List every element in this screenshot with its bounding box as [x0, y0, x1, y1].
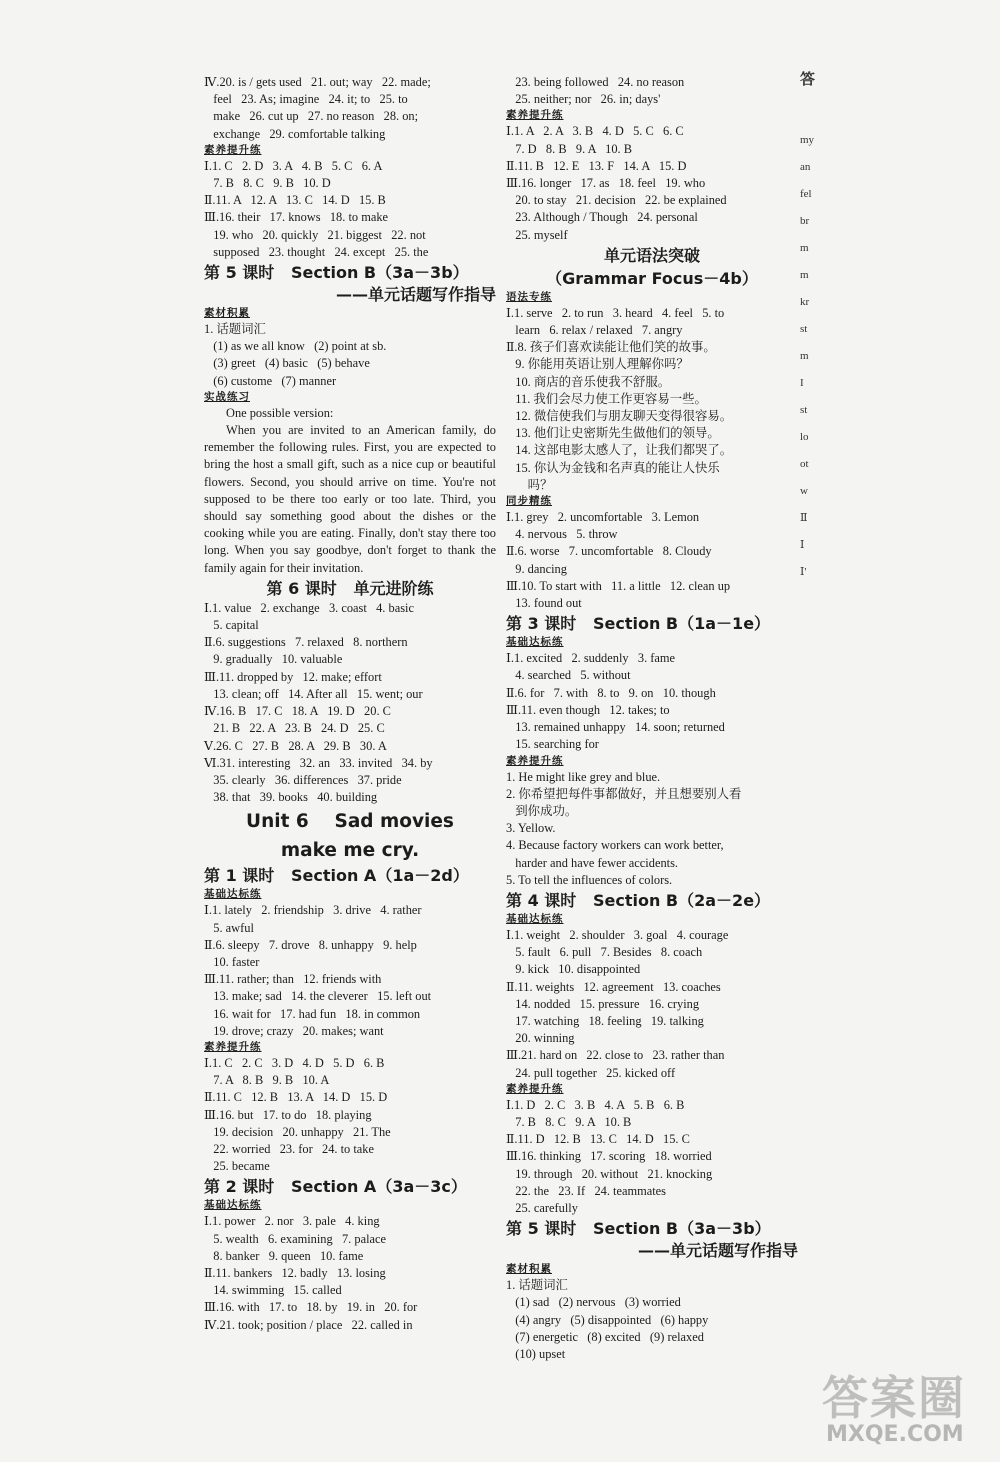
answer-line: (1) sad (2) nervous (3) worried	[506, 1295, 681, 1310]
edge-fragment: m	[800, 350, 809, 362]
edge-fragment: Ⅱ	[800, 512, 808, 524]
answer-line: 9. gradually 10. valuable	[204, 652, 343, 667]
answer-line: 9. kick 10. disappointed	[506, 962, 641, 977]
next-page-edge	[800, 72, 824, 578]
answer-line: 23. being followed 24. no reason	[506, 75, 685, 89]
answer-line: Ⅰ.1. power 2. nor 3. pale 4. king	[204, 1214, 380, 1229]
edge-fragment: m	[800, 242, 809, 254]
lesson-heading: 第 1 课时 Section A（1a－2d）	[204, 866, 469, 886]
answer-line: harder and have fewer accidents.	[506, 855, 678, 870]
answer-line: Ⅱ.11. C 12. B 13. A 14. D 15. D	[204, 1090, 388, 1105]
answer-line: Ⅰ.1. C 2. C 3. D 4. D 5. D 6. B	[204, 1055, 385, 1070]
answer-line: 5. awful	[204, 920, 254, 935]
answer-line: Ⅳ.16. B 17. C 18. A 19. D 20. C	[204, 704, 391, 719]
answer-line: 5. capital	[204, 618, 259, 633]
unit-title: make me cry.	[280, 840, 420, 862]
answer-line: 9. 你能用英语让别人理解你吗？	[506, 357, 689, 372]
answer-line: 13. remained unhappy 14. soon; returned	[506, 720, 725, 735]
answer-line: feel 23. As; imagine 24. it; to 25. to	[204, 92, 408, 107]
section-tag: 素养提升练	[204, 1040, 262, 1053]
answer-line: Ⅲ.16. thinking 17. scoring 18. worried	[506, 1149, 712, 1164]
answer-line: Ⅰ.1. D 2. C 3. B 4. A 5. B 6. B	[506, 1097, 685, 1112]
answer-line: 4. searched 5. without	[506, 668, 631, 683]
lesson-heading: 第 2 课时 Section A（3a－3c）	[204, 1177, 467, 1197]
answer-line: exchange 29. comfortable talking	[204, 126, 386, 141]
answer-line: Ⅰ.1. serve 2. to run 3. heard 4. feel 5. to	[506, 305, 725, 320]
lesson-heading: 第 5 课时 Section B（3a－3b）	[204, 263, 469, 283]
answer-line: Ⅰ.1. C 2. D 3. A 4. B 5. C 6. A	[204, 158, 383, 173]
answer-line: Ⅲ.11. rather; than 12. friends with	[204, 972, 382, 987]
answer-line: 1. He might like grey and blue.	[506, 769, 661, 784]
answer-line: 7. B 8. C 9. B 10. D	[204, 176, 331, 191]
answer-line: 21. B 22. A 23. B 24. D 25. C	[204, 721, 385, 736]
answer-line: Ⅱ.11. A 12. A 13. C 14. D 15. B	[204, 193, 386, 208]
answer-line: 22. the 23. If 24. teammates	[506, 1183, 667, 1198]
answer-line: 19. who 20. quickly 21. biggest 22. not	[204, 227, 426, 242]
answer-line: Ⅲ.16. their 17. knows 18. to make	[204, 210, 389, 225]
section-tag: 基础达标练	[204, 1199, 262, 1212]
answer-line: Ⅱ.11. B 12. E 13. F 14. A 15. D	[506, 158, 687, 173]
edge-fragment: br	[800, 215, 810, 227]
answer-line: 2. 你希望把每件事都做好，并且想要别人看	[506, 786, 742, 801]
answer-line: 8. banker 9. queen 10. fame	[204, 1248, 364, 1263]
edge-fragment: fel	[800, 188, 812, 200]
answer-line: 19. drove; crazy 20. makes; want	[204, 1023, 384, 1038]
answer-line: 25. neither; nor 26. in; days'	[506, 92, 661, 107]
section-tag: 素养提升练	[204, 143, 262, 156]
subheading: ——单元话题写作指导	[335, 285, 496, 305]
section-heading: （Grammar Focus－4b）	[546, 268, 758, 288]
answer-line: 17. watching 18. feeling 19. talking	[506, 1013, 704, 1028]
answer-line: 13. clean; off 14. After all 15. went; our	[204, 686, 423, 701]
watermark	[822, 1360, 990, 1456]
section-tag: 素养提升练	[506, 754, 564, 767]
answer-line: Ⅴ.26. C 27. B 28. A 29. B 30. A	[204, 738, 387, 753]
section-tag: 语法专练	[506, 290, 552, 303]
answer-line: (7) energetic (8) excited (9) relaxed	[506, 1329, 704, 1344]
answer-line: (6) custome (7) manner	[204, 373, 337, 388]
section-tag: 同步精练	[506, 495, 552, 508]
watermark-logo: 答案圈	[822, 1371, 966, 1425]
lesson-heading: 第 3 课时 Section B（1a－1e）	[506, 614, 771, 634]
section-tag: 基础达标练	[204, 888, 262, 901]
answer-line: 1. 话题词汇	[506, 1278, 568, 1293]
edge-fragment: ot	[800, 458, 809, 470]
answer-line: 22. worried 23. for 24. to take	[204, 1141, 374, 1156]
essay-paragraph: One possible version:	[226, 405, 334, 420]
answer-line: Ⅲ.16. with 17. to 18. by 19. in 20. for	[204, 1300, 418, 1315]
answer-line: 25. myself	[506, 227, 568, 242]
answer-line: 5. To tell the influences of colors.	[506, 872, 673, 887]
lesson-heading: 第 5 课时 Section B（3a－3b）	[506, 1219, 771, 1239]
answer-line: 24. pull together 25. kicked off	[506, 1065, 676, 1080]
answer-line: 13. found out	[506, 596, 582, 611]
answer-line: 13. 他们让史密斯先生做他们的领导。	[506, 426, 720, 441]
answer-line: 20. to stay 21. decision 22. be explained	[506, 193, 727, 208]
answer-line: Ⅰ.1. A 2. A 3. B 4. D 5. C 6. C	[506, 124, 684, 139]
answer-line: Ⅱ.8. 孩子们喜欢读能让他们笑的故事。	[506, 340, 716, 355]
answer-line: Ⅱ.6. suggestions 7. relaxed 8. northern	[204, 635, 408, 650]
section-tag: 实战练习	[204, 390, 250, 403]
answer-line: Ⅲ.16. but 17. to do 18. playing	[204, 1107, 372, 1122]
edge-fragment: an	[800, 161, 811, 173]
answer-line: 20. winning	[506, 1031, 575, 1046]
section-tag: 素材积累	[204, 307, 250, 320]
answer-line: 12. 微信使我们与朋友聊天变得很容易。	[506, 409, 733, 424]
section-tag: 基础达标练	[506, 912, 564, 925]
answer-line: 15. searching for	[506, 737, 599, 752]
answer-line: 7. A 8. B 9. B 10. A	[204, 1073, 330, 1088]
answer-line: 25. became	[204, 1159, 270, 1174]
answer-line: 4. nervous 5. throw	[506, 527, 618, 542]
answer-line: Ⅰ.1. lately 2. friendship 3. drive 4. rather	[204, 903, 422, 918]
answer-line: 4. Because factory workers can work better,	[506, 838, 724, 853]
lesson-heading: 第 4 课时 Section B（2a－2e）	[506, 890, 771, 910]
watermark-site: MXQE.COM	[826, 1422, 964, 1447]
edge-fragment: Ⅰ'	[800, 566, 807, 578]
edge-fragment: Ⅰ	[800, 539, 805, 551]
answer-line: Ⅵ.31. interesting 32. an 33. invited 34. by	[204, 755, 433, 770]
answer-line: 23. Although / Though 24. personal	[506, 210, 698, 225]
answer-line: 14. 这部电影太感人了，让我们都哭了。	[506, 443, 733, 458]
answer-line: Ⅳ.21. took; position / place 22. called in	[204, 1317, 413, 1332]
section-tag: 素养提升练	[506, 1082, 564, 1095]
left-answer-column	[204, 74, 496, 1334]
answer-line: Ⅱ.6. worse 7. uncomfortable 8. Cloudy	[506, 544, 712, 559]
answer-line: Ⅰ.1. weight 2. shoulder 3. goal 4. courage	[506, 927, 729, 942]
edge-top-char: 答	[800, 72, 816, 88]
answer-line: 10. faster	[204, 954, 260, 969]
answer-line: 7. B 8. C 9. A 10. B	[506, 1114, 632, 1129]
answer-line: 25. carefully	[506, 1200, 578, 1215]
edge-fragment: st	[800, 404, 808, 416]
right-answer-column	[506, 74, 798, 1363]
answer-line: Ⅱ.11. D 12. B 13. C 14. D 15. C	[506, 1132, 690, 1147]
answer-line: 吗？	[506, 477, 553, 492]
subheading: ——单元话题写作指导	[637, 1241, 798, 1261]
edge-fragment: w	[800, 485, 808, 497]
essay-paragraph: When you are invited to an American family, do remember the following rules. First, you are expected to bring the host a small gift, such as a nice cup or beautiful flowers. Second, you should arrive on time. You're not supposed to be there too early or too late. Third, you should say something good about the dishes or the cooking while you are eating. Finally, don't stay there too long. When you say goodbye, don't forget to thank the family again for their invitation.	[204, 423, 496, 575]
answer-line: 7. D 8. B 9. A 10. B	[506, 141, 632, 156]
section-tag: 素材积累	[506, 1263, 552, 1276]
answer-line: Ⅲ.16. longer 17. as 18. feel 19. who	[506, 176, 706, 191]
answer-line: Ⅲ.21. hard on 22. close to 23. rather than	[506, 1048, 725, 1063]
answer-line: Ⅲ.11. even though 12. takes; to	[506, 702, 670, 717]
answer-line: Ⅲ.10. To start with 11. a little 12. clean up	[506, 578, 731, 593]
answer-line: Ⅰ.1. excited 2. suddenly 3. fame	[506, 651, 676, 666]
answer-line: supposed 23. thought 24. except 25. the	[204, 244, 429, 259]
unit-title: Unit 6 Sad movies	[246, 811, 454, 833]
answer-line: 9. dancing	[506, 561, 567, 576]
answer-line: Ⅱ.11. weights 12. agreement 13. coaches	[506, 979, 721, 994]
answer-line: Ⅳ.20. is / gets used 21. out; way 22. made;	[204, 75, 431, 89]
answer-line: 14. nodded 15. pressure 16. crying	[506, 996, 700, 1011]
answer-line: 13. make; sad 14. the cleverer 15. left out	[204, 989, 432, 1004]
edge-fragment: lo	[800, 431, 809, 443]
answer-line: Ⅱ.6. sleepy 7. drove 8. unhappy 9. help	[204, 937, 417, 952]
answer-line: 38. that 39. books 40. building	[204, 790, 378, 805]
answer-line: 5. fault 6. pull 7. Besides 8. coach	[506, 945, 703, 960]
answer-line: 11. 我们会尽力使工作更容易一些。	[506, 391, 707, 406]
answer-line: 3. Yellow.	[506, 821, 556, 836]
answer-line: 5. wealth 6. examining 7. palace	[204, 1231, 387, 1246]
answer-line: learn 6. relax / relaxed 7. angry	[506, 323, 683, 338]
answer-line: Ⅰ.1. value 2. exchange 3. coast 4. basic	[204, 600, 414, 615]
section-tag: 素养提升练	[506, 109, 564, 122]
answer-line: (4) angry (5) disappointed (6) happy	[506, 1312, 709, 1327]
section-tag: 基础达标练	[506, 636, 564, 649]
answer-line: 15. 你认为金钱和名声真的能让人快乐	[506, 460, 720, 475]
edge-fragment: st	[800, 323, 808, 335]
answer-line: (3) greet (4) basic (5) behave	[204, 356, 370, 371]
answer-line: make 26. cut up 27. no reason 28. on;	[204, 109, 419, 124]
answer-line: 1. 话题词汇	[204, 322, 266, 337]
answer-line: 14. swimming 15. called	[204, 1283, 342, 1298]
answer-line: 16. wait for 17. had fun 18. in common	[204, 1006, 421, 1021]
answer-line: Ⅱ.11. bankers 12. badly 13. losing	[204, 1265, 386, 1280]
answer-line: 19. decision 20. unhappy 21. The	[204, 1124, 391, 1139]
answer-line: 10. 商店的音乐使我不舒服。	[506, 374, 671, 389]
edge-fragment: m	[800, 269, 809, 281]
answer-line: 35. clearly 36. differences 37. pride	[204, 772, 402, 787]
answer-line: (10) upset	[506, 1346, 566, 1361]
section-heading: 第 6 课时 单元进阶练	[266, 578, 434, 598]
edge-fragment: kr	[800, 296, 810, 308]
answer-line: (1) as we all know (2) point at sb.	[204, 339, 387, 354]
edge-fragment: my	[800, 134, 815, 146]
answer-line: 19. through 20. without 21. knocking	[506, 1166, 713, 1181]
edge-fragment: I	[800, 377, 804, 389]
section-heading: 单元语法突破	[603, 245, 700, 265]
answer-line: Ⅲ.11. dropped by 12. make; effort	[204, 669, 382, 684]
answer-line: Ⅰ.1. grey 2. uncomfortable 3. Lemon	[506, 510, 700, 525]
answer-line: Ⅱ.6. for 7. with 8. to 9. on 10. though	[506, 685, 716, 700]
answer-line: 到你成功。	[506, 803, 578, 818]
